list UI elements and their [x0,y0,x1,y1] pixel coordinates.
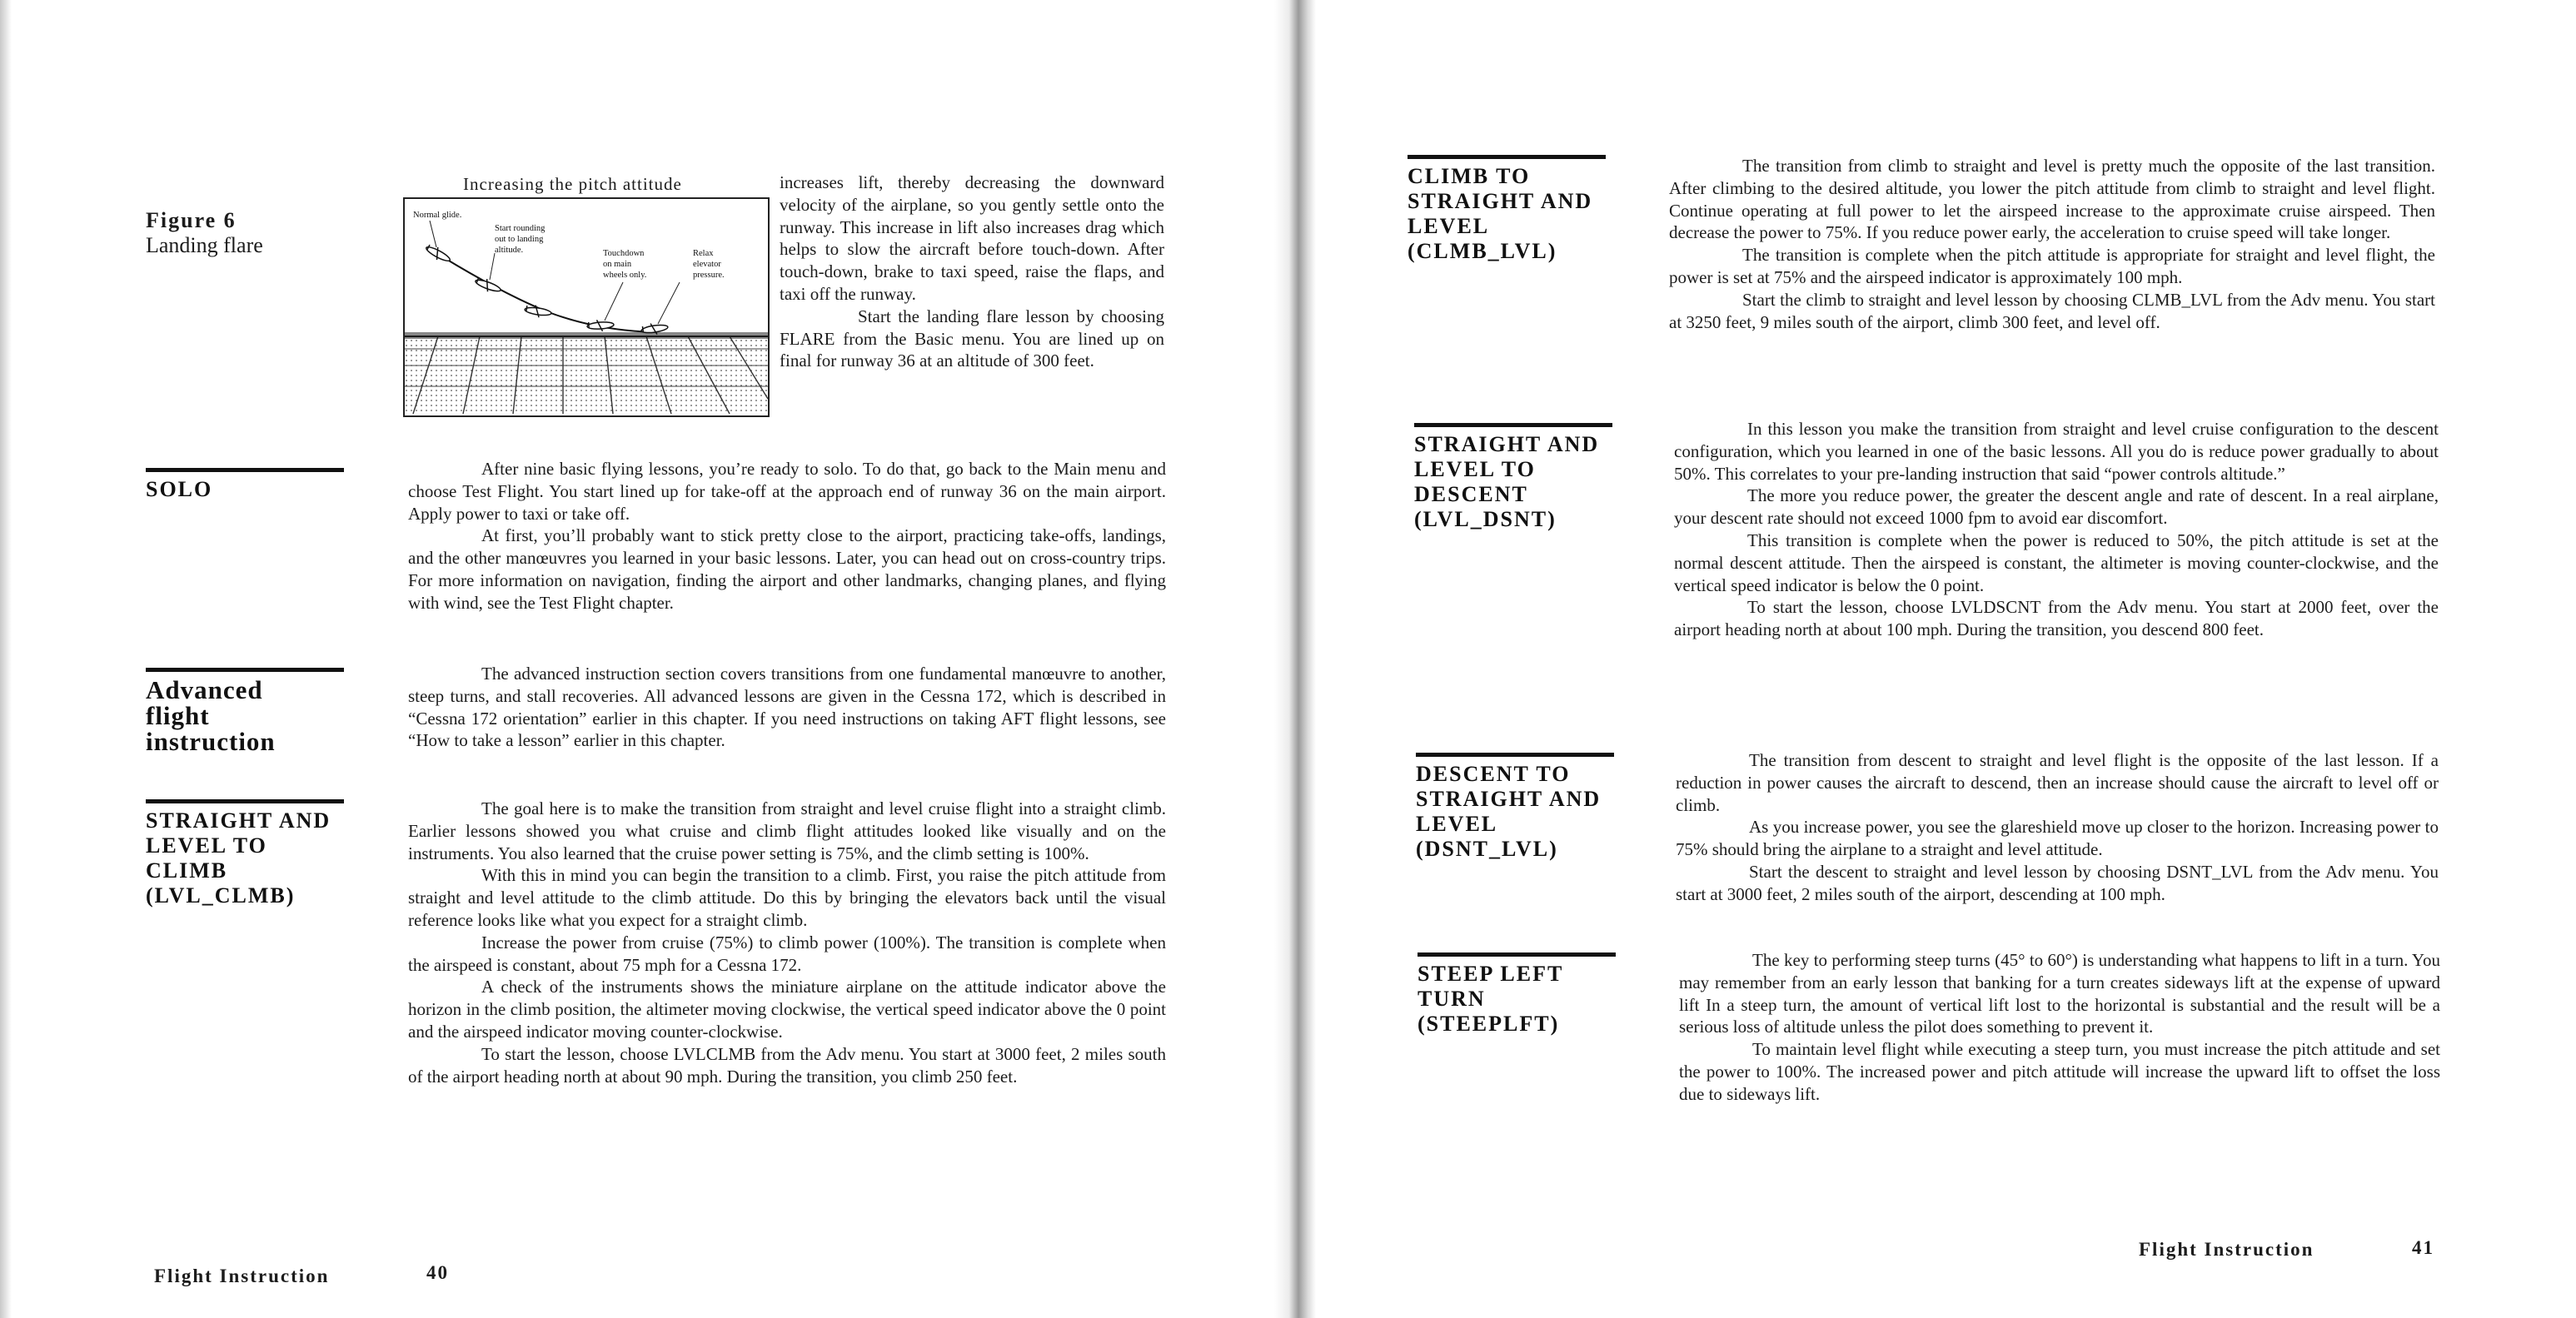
paragraph: The transition is complete when the pitch attitude is appropriate for straight and level flight, the power is set at 75% and the airspeed indicator is approximately 100 mph. [1669,245,2435,287]
paragraph: As you increase power, you see the glareshield move up closer to the horizon. Increasing power to 75% should bring the airplane to a straight and level attitude. [1676,817,2439,860]
intro-lead-text [463,173,773,196]
paragraph: Start the descent to straight and level lesson by choosing DSNT_LVL from the Adv menu. You start at 3000 feet, 2 miles south of the airport, descending at 100 mph. [1676,861,2439,904]
ground-area [405,336,768,414]
paragraph: A check of the instruments shows the miniature airplane on the attitude indicator above the horizon in the climb position, the altimeter moving clockwise, the vertical speed indicator above the 0 point and the airspeed indicator moving counter-clockwise. [408,977,1166,1042]
section-body-dsnt-lvl [1676,749,2439,906]
section-body-advanced [408,663,1166,752]
section-body-steeplft [1679,949,2440,1106]
label-start-rounding-2: out to landing [495,235,544,244]
paragraph: At first, you’ll probably want to stick pretty close to the airport, practicing take-offs, landings, and the other manœuvres you learned in your basic lessons. Later, you can head out on cross-country trips. For more information on navigation, finding the airport and other landmarks, changing planes, and flying with wind, see the Test Flight chapter. [408,525,1166,613]
section-heading-dsnt-lvl: DESCENT TO STRAIGHT AND LEVEL (DSNT_LVL) [1416,753,1614,862]
section-heading-advanced: Advanced flight instruction [146,668,344,754]
intro-column [780,172,1164,372]
footer-title-right: Flight Instruction [2139,1239,2314,1260]
section-body-clmb-lvl [1669,155,2435,333]
paragraph: The goal here is to make the transition from straight and level cruise flight into a straight climb. Earlier lessons showed you what cruise and climb flight attitudes looked like visually and on the instruments. You also learned that the cruise power setting is 75%, and the climb setting is 100%. [408,798,1166,863]
section-heading-solo: SOLO [146,468,344,502]
section-body-lvl-clmb [408,798,1166,1087]
paragraph: The key to performing steep turns (45° to 60°) is understanding what happens to lift in a turn. You may remember from an early lesson that banking for a turn creates sideways lift at the expense of upward lift In a steep turn, the amount of vertical lift lost to the horizontal is substantial and the result will be a serious loss of altitude unless the pilot does something to prevent it. [1679,950,2440,1037]
intro-start-text: Start the landing flare lesson by choosing FLARE from the Basic menu. You are lined up on final for runway 36 at an altitude of 300 feet. [780,306,1164,371]
paragraph: Start the climb to straight and level lesson by choosing CLMB_LVL from the Adv menu. You start at 3250 feet, 9 miles south of the airport, climb 300 feet, and level off. [1669,289,2435,332]
page-number-right: 41 [2412,1237,2434,1258]
landing-flare-figure [403,197,770,417]
landing-flare-illustration [405,199,768,415]
label-normal-glide: Normal glide. [413,211,462,220]
paragraph: To start the lesson, choose LVLDSCNT from the Adv menu. You start at 2000 feet, over the airport heading north at about 100 mph. During the transition, you descend 800 feet. [1674,597,2439,640]
label-touchdown-2: on main [603,260,632,269]
section-body-solo [408,458,1166,614]
section-heading-steeplft: STEEP LEFT TURN (STEEPLFT) [1418,952,1616,1037]
book-spine [1274,0,1316,1318]
paragraph: This transition is complete when the power is reduced to 50%, the pitch attitude is set at the normal descent attitude. Then the airspeed is constant, the altimeter is moving counter-clockwise, and the vertical speed indicator is below the 0 point. [1674,530,2439,595]
paragraph: The transition from climb to straight and level is pretty much the opposite of the last transition. After climbing to the desired altitude, you lower the pitch attitude from climb to straight and level flight. Continue operating at full power to let the airspeed increase to the approximate cruise airspeed. Then decrease the power to 75%. If you reduce power early, the acceleration to cruise speed will take longer. [1669,156,2435,243]
paragraph: The more you reduce power, the greater the descent angle and rate of descent. In a real airplane, your descent rate should not exceed 1000 fpm to avoid ear discomfort. [1674,485,2439,529]
paragraph: To maintain level flight while executing a steep turn, you must increase the pitch attitude and set the power to 100%. The increased power and pitch attitude will increase the upward lift to offset the loss due to sideways lift. [1679,1039,2440,1104]
paragraph: The advanced instruction section covers transitions from one fundamental manœuvre to another, steep turns, and stall recoveries. All advanced lessons are given in the Cessna 172, which is described in “Cessna 172 orientation” earlier in this chapter. If you need instructions on taking AFT flight lessons, see “How to take a lesson” earlier in this chapter. [408,664,1166,751]
label-touchdown-3: wheels only. [603,271,647,280]
figure-label [146,208,263,258]
figure-caption: Landing flare [146,233,263,257]
section-heading-lvl-clmb: STRAIGHT AND LEVEL TO CLIMB (LVL_CLMB) [146,799,344,908]
page-edge-shadow [0,0,12,1318]
paragraph: To start the lesson, choose LVLCLMB from the Adv menu. You start at 3000 feet, 2 miles south of the airport heading north at about 90 mph. During the transition, you climb 250 feet. [408,1043,1166,1087]
label-touchdown-1: Touchdown [603,249,645,258]
label-start-rounding-3: altitude. [495,246,524,255]
section-body-lvl-dsnt [1674,418,2439,641]
footer-title-left: Flight Instruction [154,1266,330,1286]
figure-number: Figure 6 [146,208,237,232]
paragraph: In this lesson you make the transition from straight and level cruise configuration to the descent configuration, which you learned in one of the basic lessons. All you do is reduce power gradually to about 50%. This correlates to your pre-landing instruction that said “power controls altitude.” [1674,419,2439,484]
paragraph: The transition from descent to straight and level flight is the opposite of the last lesson. If a reduction in power causes the aircraft to descend, then an increase should cause the aircraft to level off or climb. [1676,750,2439,815]
right-page [1316,0,2576,1318]
paragraph: With this in mind you can begin the transition to a climb. First, you raise the pitch attitude from straight and level attitude to the climb attitude. Do this by bringing the elevators back until the visual reference looks like what you expect for a straight climb. [408,865,1166,930]
page-number-left: 40 [426,1262,449,1283]
section-heading-lvl-dsnt: STRAIGHT AND LEVEL TO DESCENT (LVL_DSNT) [1414,423,1612,532]
intro-lead: Increasing the pitch attitude [463,174,682,194]
label-relax-1: Relax [693,249,714,258]
intro-column-text: increases lift, thereby decreasing the downward velocity of the airplane, so you gently settle onto the runway. This increase in lift also increases drag which helps to slow the aircraft before touch-down. After touch-down, brake to taxi speed, raise the flaps, and taxi off the runway. [780,172,1164,304]
label-start-rounding-1: Start rounding [495,224,546,233]
paragraph: Increase the power from cruise (75%) to climb power (100%). The transition is complete when the airspeed is constant, about 75 mph for a Cessna 172. [408,932,1166,975]
left-page [0,0,1274,1318]
paragraph: After nine basic flying lessons, you’re ready to solo. To do that, go back to the Main menu and choose Test Flight. You start lined up for take-off at the approach end of runway 36 on the main airport. Apply power to taxi or take off. [408,459,1166,524]
label-relax-3: pressure. [693,271,725,280]
section-heading-clmb-lvl: CLIMB TO STRAIGHT AND LEVEL (CLMB_LVL) [1408,155,1606,264]
label-relax-2: elevator [693,260,721,269]
